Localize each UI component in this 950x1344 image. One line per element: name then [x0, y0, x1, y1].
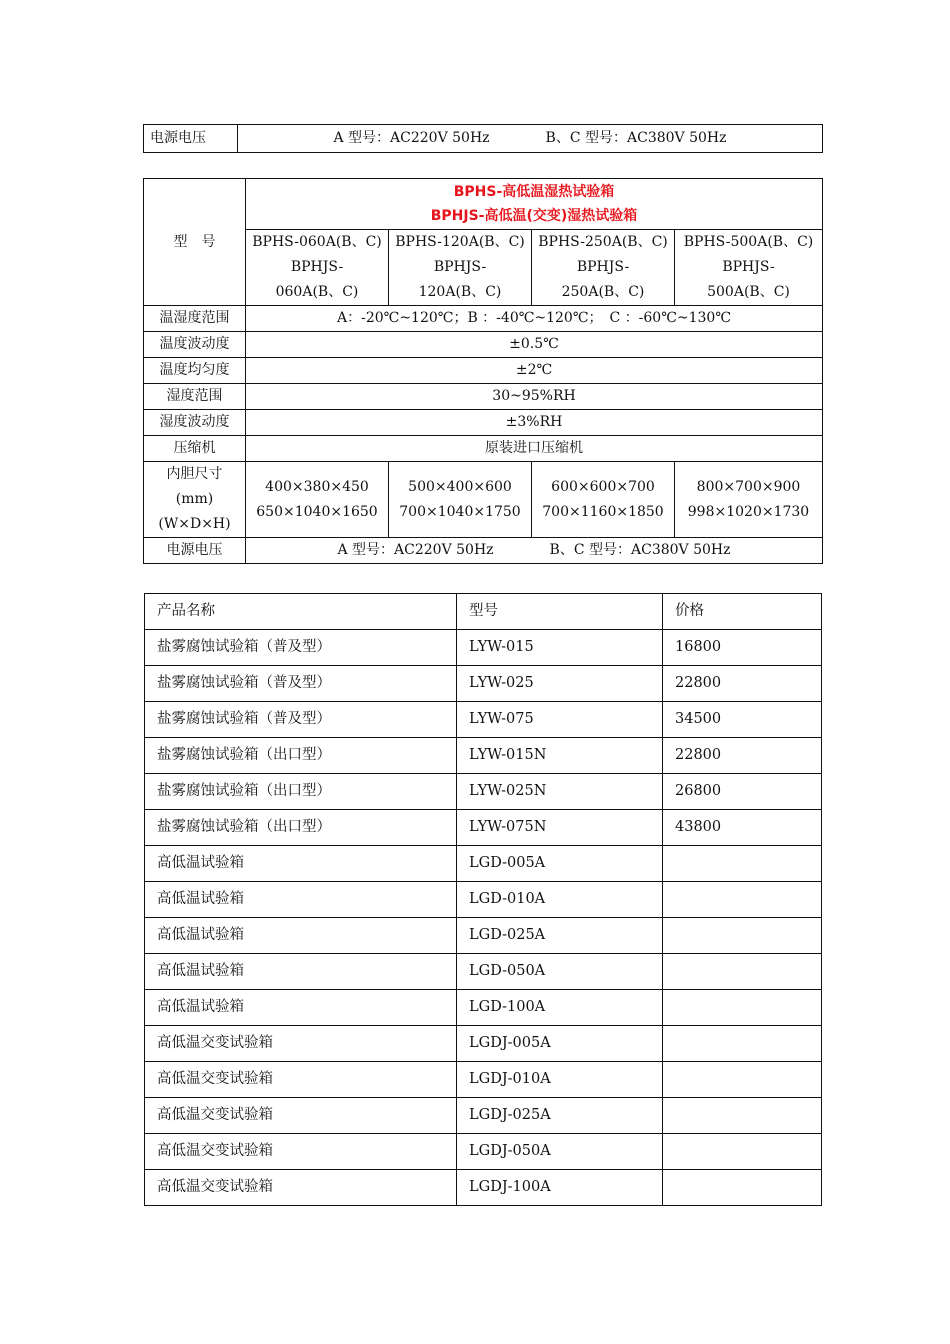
spec-title-line2: BPHJS-高低温(交变)湿热试验箱: [430, 208, 638, 224]
table-row: [145, 954, 822, 990]
product-model: LGD-005A: [457, 846, 663, 882]
header-product-name: 产品名称: [145, 594, 457, 630]
product-name: 盐雾腐蚀试验箱（普及型）: [145, 702, 457, 738]
product-model: LGDJ-050A: [457, 1134, 663, 1170]
power-supply-value: A 型号：AC220V 50Hz B、C 型号：AC380V 50Hz: [238, 125, 823, 153]
spec-row: [144, 306, 823, 332]
product-name: 高低温试验箱: [145, 954, 457, 990]
header-model: 型号: [457, 594, 663, 630]
product-price: [663, 1062, 822, 1098]
model-line: 250A(B、C): [561, 284, 645, 300]
product-model: LGDJ-025A: [457, 1098, 663, 1134]
spec-row-label: 压缩机: [144, 436, 246, 462]
spec-row-value: ±2℃: [246, 358, 823, 384]
product-model: LGD-010A: [457, 882, 663, 918]
product-price: [663, 1134, 822, 1170]
spec-row: [144, 410, 823, 436]
outer-dimension: 700×1040×1750: [399, 503, 521, 520]
outer-dimension: 700×1160×1850: [542, 503, 664, 520]
spec-row-label: 湿度范围: [144, 384, 246, 410]
product-model: LYW-015N: [457, 738, 663, 774]
product-price: 26800: [663, 774, 822, 810]
inner-size-dims: (W×D×H): [158, 516, 231, 532]
product-model: LGDJ-005A: [457, 1026, 663, 1062]
price-header-row: [145, 594, 822, 630]
spec-row-label: 温度均匀度: [144, 358, 246, 384]
model-cell: [389, 230, 532, 306]
spec-row-value: 原装进口压缩机: [246, 436, 823, 462]
table-row: [145, 774, 822, 810]
product-name: 高低温试验箱: [145, 882, 457, 918]
model-line: BPHS-060A(B、C): [252, 234, 382, 250]
product-name: 高低温试验箱: [145, 846, 457, 882]
inner-size-row: [144, 462, 823, 538]
table-row: [145, 666, 822, 702]
product-name: 高低温交变试验箱: [145, 1098, 457, 1134]
power-supply-row: [144, 125, 823, 153]
model-line: 060A(B、C): [275, 284, 359, 300]
model-cell: [532, 230, 675, 306]
outer-dimension: 998×1020×1730: [687, 503, 810, 520]
model-line: BPHS-120A(B、C): [395, 234, 525, 250]
product-price: [663, 1170, 822, 1206]
inner-size-label: 内胆尺寸: [166, 466, 223, 482]
inner-dimension: 800×700×900: [696, 478, 801, 495]
product-price: [663, 918, 822, 954]
spec-row-value: ±3%RH: [246, 410, 823, 436]
table-row: [145, 1098, 822, 1134]
product-price: 16800: [663, 630, 822, 666]
inner-size-label-cell: [144, 462, 246, 538]
spec-table: [143, 178, 823, 564]
model-line: 120A(B、C): [418, 284, 502, 300]
model-cell: [675, 230, 823, 306]
spec-row-label: 温湿度范围: [144, 306, 246, 332]
product-model: LYW-075: [457, 702, 663, 738]
product-price: [663, 990, 822, 1026]
model-line: BPHS-500A(B、C): [683, 234, 814, 250]
product-price: 22800: [663, 738, 822, 774]
product-name: 盐雾腐蚀试验箱（普及型）: [145, 666, 457, 702]
table-row: [145, 990, 822, 1026]
spec-row: [144, 436, 823, 462]
product-name: 高低温交变试验箱: [145, 1062, 457, 1098]
inner-dimension: 600×600×700: [551, 478, 655, 495]
spec-power-row: [144, 538, 823, 564]
power-supply-table: [143, 124, 823, 153]
spec-row: [144, 332, 823, 358]
table-row: [145, 1134, 822, 1170]
product-model: LYW-075N: [457, 810, 663, 846]
spec-models-row: [144, 230, 823, 306]
table-row: [145, 918, 822, 954]
spec-row-value: 30~95%RH: [246, 384, 823, 410]
product-name: 高低温交变试验箱: [145, 1134, 457, 1170]
product-price: 34500: [663, 702, 822, 738]
product-price: 22800: [663, 666, 822, 702]
model-line: BPHS-250A(B、C): [538, 234, 668, 250]
table-row: [145, 702, 822, 738]
table-row: [145, 1062, 822, 1098]
spec-row: [144, 384, 823, 410]
product-name: 高低温试验箱: [145, 918, 457, 954]
table-row: [145, 1170, 822, 1206]
product-model: LGD-050A: [457, 954, 663, 990]
product-name: 盐雾腐蚀试验箱（普及型）: [145, 630, 457, 666]
table-row: [145, 1026, 822, 1062]
spec-row-value: A：-20℃~120℃；B ：-40℃~120℃； C ：-60℃~130℃: [246, 306, 823, 332]
product-price: 43800: [663, 810, 822, 846]
product-name: 盐雾腐蚀试验箱（出口型）: [145, 774, 457, 810]
model-label-cell: [144, 179, 246, 306]
header-price: 价格: [663, 594, 822, 630]
spec-power-label: 电源电压: [144, 538, 246, 564]
outer-dimension: 650×1040×1650: [256, 503, 378, 520]
product-name: 高低温试验箱: [145, 990, 457, 1026]
model-line: BPHJS-: [433, 259, 487, 275]
table-row: [145, 810, 822, 846]
product-name: 盐雾腐蚀试验箱（出口型）: [145, 810, 457, 846]
model-line: BPHJS-: [576, 259, 630, 275]
table-row: [145, 630, 822, 666]
inner-size-cell: [389, 462, 532, 538]
inner-size-unit: (mm): [175, 491, 214, 507]
table-row: [145, 846, 822, 882]
price-table: [144, 593, 822, 1206]
product-model: LGDJ-100A: [457, 1170, 663, 1206]
inner-size-cell: [532, 462, 675, 538]
product-model: LGDJ-010A: [457, 1062, 663, 1098]
product-model: LYW-025N: [457, 774, 663, 810]
product-price: [663, 1098, 822, 1134]
spec-title-row: [144, 179, 823, 230]
spec-power-value: A 型号：AC220V 50Hz B、C 型号：AC380V 50Hz: [246, 538, 823, 564]
product-model: LGD-100A: [457, 990, 663, 1026]
table-row: [145, 738, 822, 774]
product-model: LYW-025: [457, 666, 663, 702]
inner-dimension: 500×400×600: [408, 478, 512, 495]
product-price: [663, 954, 822, 990]
product-model: LYW-015: [457, 630, 663, 666]
product-name: 高低温交变试验箱: [145, 1170, 457, 1206]
inner-dimension: 400×380×450: [265, 478, 369, 495]
spec-row-value: ±0.5℃: [246, 332, 823, 358]
power-supply-label: 电源电压: [144, 125, 238, 153]
model-line: BPHJS-: [722, 259, 775, 275]
product-model: LGD-025A: [457, 918, 663, 954]
product-price: [663, 882, 822, 918]
spec-row-label: 温度波动度: [144, 332, 246, 358]
product-price: [663, 846, 822, 882]
table-row: [145, 882, 822, 918]
inner-size-cell: [675, 462, 823, 538]
spec-row-label: 湿度波动度: [144, 410, 246, 436]
spec-title-line1: BPHS-高低温湿热试验箱: [453, 184, 615, 200]
spec-title-cell: [246, 179, 823, 230]
model-line: BPHJS-: [290, 259, 344, 275]
product-name: 盐雾腐蚀试验箱（出口型）: [145, 738, 457, 774]
product-price: [663, 1026, 822, 1062]
inner-size-cell: [246, 462, 389, 538]
model-label: 型 号: [173, 233, 216, 250]
model-cell: [246, 230, 389, 306]
product-name: 高低温交变试验箱: [145, 1026, 457, 1062]
spec-row: [144, 358, 823, 384]
model-line: 500A(B、C): [707, 284, 790, 300]
